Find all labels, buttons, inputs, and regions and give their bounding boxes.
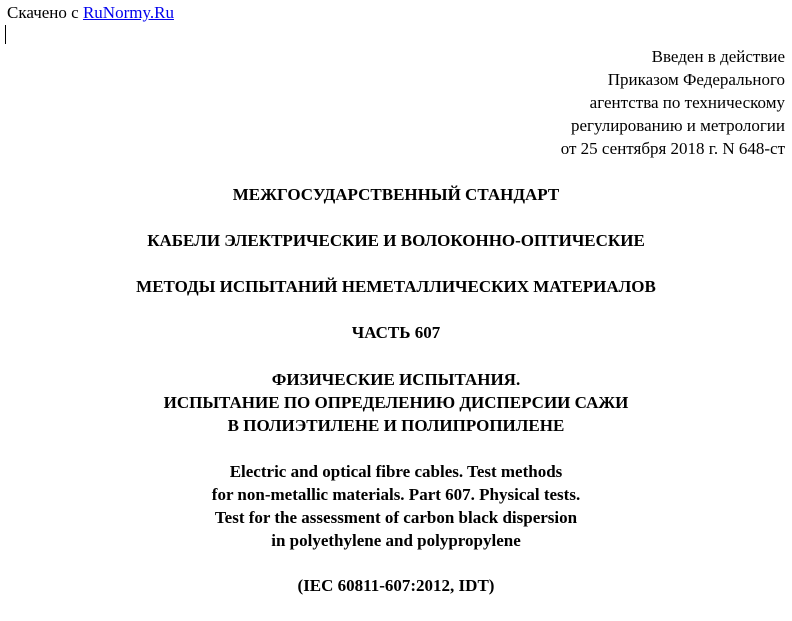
runormy-link[interactable]: RuNormy.Ru <box>82 3 174 22</box>
approval-line: Введен в действие <box>651 47 785 66</box>
approval-line: Приказом Федерального <box>607 70 785 89</box>
subtitle-line: ИСПЫТАНИЕ ПО ОПРЕДЕЛЕНИЮ ДИСПЕРСИИ САЖИ <box>163 393 629 412</box>
source-line <box>7 3 174 23</box>
approval-line: агентства по техническому <box>589 93 785 112</box>
english-title-line: Test for the assessment of carbon black dispersion <box>214 508 578 527</box>
standard-part: ЧАСТЬ 607 <box>351 323 441 342</box>
text-cursor <box>5 25 6 44</box>
approval-block <box>561 45 785 160</box>
subtitle-line: В ПОЛИЭТИЛЕНЕ И ПОЛИПРОПИЛЕНЕ <box>227 416 565 435</box>
english-title-line: in polyethylene and polypropylene <box>271 531 521 550</box>
english-title-line: for non-metallic materials. Part 607. Physical tests. <box>211 485 581 504</box>
approval-line: регулированию и метрологии <box>570 116 785 135</box>
source-prefix: Скачено с <box>7 3 83 22</box>
standard-title-en <box>0 460 792 552</box>
standard-type-heading: МЕЖГОСУДАРСТВЕННЫЙ СТАНДАРТ <box>232 185 560 204</box>
standard-subtitle-ru <box>0 368 792 437</box>
standard-methods-ru: МЕТОДЫ ИСПЫТАНИЙ НЕМЕТАЛЛИЧЕСКИХ МАТЕРИАЛОВ <box>136 277 656 296</box>
english-title-line: Electric and optical fibre cables. Test methods <box>229 462 563 481</box>
approval-line: от 25 сентября 2018 г. N 648-ст <box>560 139 785 158</box>
iec-reference: (IEC 60811-607:2012, IDT) <box>297 576 495 595</box>
standard-title-ru: КАБЕЛИ ЭЛЕКТРИЧЕСКИЕ И ВОЛОКОННО-ОПТИЧЕСКИЕ <box>147 231 645 250</box>
subtitle-line: ФИЗИЧЕСКИЕ ИСПЫТАНИЯ. <box>271 370 521 389</box>
